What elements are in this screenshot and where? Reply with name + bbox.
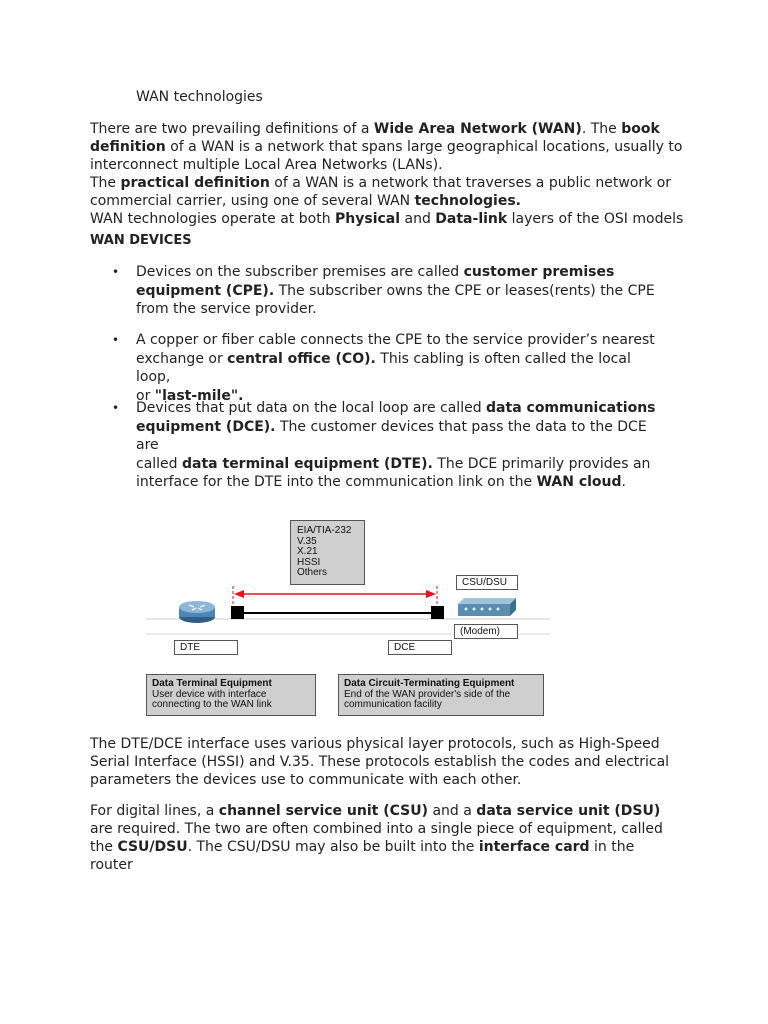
dce-desc-title: Data Circuit-Terminating Equipment — [344, 678, 515, 689]
standard-item: X.21 — [297, 546, 318, 557]
csu-dsu-label: CSU/DSU — [456, 575, 518, 590]
arrow-right-icon — [426, 590, 436, 598]
dte-desc-title: Data Terminal Equipment — [152, 678, 272, 689]
dte-label: DTE — [174, 640, 238, 655]
paragraph-line: For digital lines, a channel service unit (CSU) and a data service unit (DSU) — [90, 803, 661, 819]
standard-item: EIA/TIA-232 — [297, 525, 352, 536]
intro-line-6: WAN technologies operate at both Physical and Data-link layers of the OSI models — [90, 211, 684, 227]
router-icon — [179, 601, 215, 623]
dte-interface-square — [231, 606, 244, 619]
bullet-dot-icon: • — [112, 401, 120, 415]
csu-dsu-device-icon — [458, 598, 516, 616]
dte-desc-line: connecting to the WAN link — [152, 699, 272, 710]
document-title: WAN technologies — [136, 89, 263, 105]
intro-line-4: The practical definition of a WAN is a network that traverses a public network or — [90, 175, 672, 191]
arrow-left-icon — [234, 590, 244, 598]
intro-paragraph — [90, 120, 710, 228]
dte-description-box — [146, 674, 316, 716]
paragraph-line: the CSU/DSU. The CSU/DSU may also be built into the interface card in the — [90, 839, 635, 855]
wan-devices-heading: WAN DEVICES — [90, 233, 192, 248]
dte-dce-diagram — [140, 518, 560, 718]
modem-label: (Modem) — [454, 624, 518, 639]
bullet-text: A copper or fiber cable connects the CPE to the service provider’s nearest exchange or central office (CO). This cabling is often called the local loop, or "last-mile". — [136, 332, 655, 404]
paragraph-line: The DTE/DCE interface uses various physical layer protocols, such as High-Speed — [90, 736, 660, 752]
intro-line-5: commercial carrier, using one of several WAN technologies. — [90, 193, 521, 209]
paragraph-line: Serial Interface (HSSI) and V.35. These protocols establish the codes and electrical — [90, 754, 670, 770]
bullet-dot-icon: • — [112, 333, 120, 347]
intro-line-2: definition of a WAN is a network that spans large geographical locations, usually to — [90, 139, 683, 155]
intro-line-3: interconnect multiple Local Area Networks (LANs). — [90, 157, 443, 173]
csu-dsu-paragraph — [90, 802, 710, 874]
dce-desc-line: communication facility — [344, 699, 442, 710]
standard-item: HSSI — [297, 556, 321, 568]
bullet-text: Devices on the subscriber premises are called customer premises equipment (CPE). The subscriber owns the CPE or leases(rents) the CPE from the service provider. — [136, 264, 655, 317]
intro-line-1: There are two prevailing definitions of a Wide Area Network (WAN). The book — [90, 121, 660, 137]
paragraph-line: are required. The two are often combined into a single piece of equipment, called — [90, 821, 663, 837]
standard-item: Others — [297, 567, 328, 578]
paragraph-line: parameters the devices use to communicate with each other. — [90, 772, 522, 788]
bullet-dot-icon: • — [112, 265, 120, 279]
bullet-text: Devices that put data on the local loop are called data communications equipment (DCE). The customer devices that pass the data to the DCE are called data terminal equipment (DTE). The DCE primarily provides an interface for the DTE into the communication link on the WAN cloud. — [136, 400, 656, 490]
dce-interface-square — [431, 606, 444, 619]
dte-desc-line: User device with interface — [152, 688, 267, 700]
paragraph-line: router — [90, 857, 133, 873]
dce-desc-line: End of the WAN provider's side of the — [344, 688, 511, 700]
standard-item: V.35 — [297, 535, 317, 547]
dce-label: DCE — [388, 640, 452, 655]
dce-description-box — [338, 674, 544, 716]
dte-dce-interface-paragraph — [90, 735, 710, 789]
